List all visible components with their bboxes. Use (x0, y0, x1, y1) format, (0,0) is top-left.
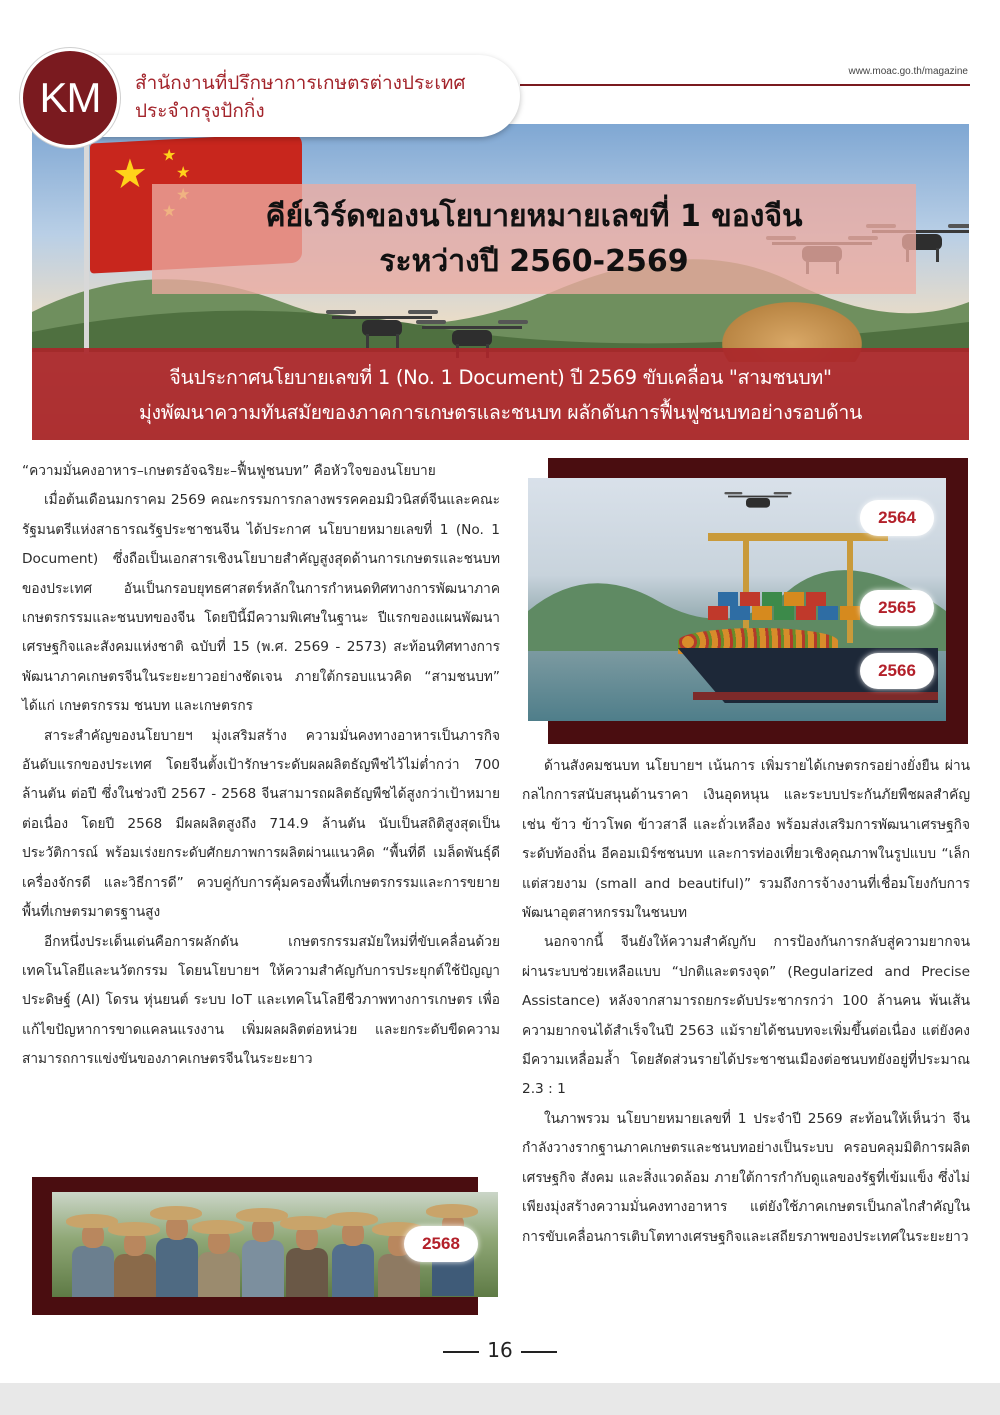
body-paragraph: สาระสำคัญของนโยบายฯ มุ่งเสริมสร้าง ความมั่นคงทางอาหารเป็นภารกิจอันดับแรกของประเทศ โดยจีนตั้งเป้ารักษาระดับผลผลิตธัญพืชไว้ไม่ต่ำกว่า 700 ล้านตัน ต่อปี ซึ่งในช่วงปี 2567 - 2568 จีนสามารถผลิตธัญพืชได้สูงกว่าเป้าหมายต่อเนื่อง โดยปี 2568 มีผลผลิตสูงถึง 714.9 ล้านตัน นับเป็นสถิติสูงสุดเป็นประวัติการณ์ พร้อมเร่งยกระดับศักยภาพการผลิตผ่านแนวคิด “พื้นที่ดี เมล็ดพันธุ์ดี เครื่องจักรดี และวิธีการดี” ควบคู่กับการคุ้มครองพื้นที่เกษตรกรรมและการขยายพื้นที่เกษตรมาตรฐานสูง (22, 727, 500, 921)
container-icon (806, 592, 826, 606)
title-line1: คีย์เวิร์ดของนโยบายหมายเลขที่ 1 ของจีน (265, 199, 803, 234)
subtitle-line2: มุ่งพัฒนาความทันสมัยของภาคการเกษตรและชนบท ผลักดันการฟื้นฟูชนบทอย่างรอบด้าน (138, 401, 863, 424)
farmer-figure (114, 1222, 154, 1297)
container-icon (784, 592, 804, 606)
lead-paragraph: “ความมั่นคงอาหาร–เกษตรอัจฉริยะ–ฟื้นฟูชนบท” คือหัวใจของนโยบาย (22, 463, 436, 479)
container-icon (840, 606, 860, 620)
subtitle-line1: จีนประกาศนโยบายเลขที่ 1 (No. 1 Document) ปี 2569 ขับเคลื่อน "สามชนบท" (169, 366, 832, 389)
office-name-banner (95, 55, 520, 137)
subtitle-band (32, 348, 969, 440)
container-icon (740, 592, 760, 606)
china-flag-icon: ★ ★ ★ (90, 132, 302, 273)
article-left-column (22, 457, 500, 1075)
container-icon (752, 606, 772, 620)
drone-icon (728, 492, 788, 516)
container-icon (718, 592, 738, 606)
year-badge-2568: 2568 (404, 1226, 478, 1262)
title-line2: ระหว่างปี 2560-2569 (379, 244, 689, 279)
farmer-figure (72, 1214, 112, 1297)
office-name-line1: สำนักงานที่ปรึกษาการเกษตรต่างประเทศ (135, 72, 466, 94)
crane-frame (743, 533, 853, 643)
container-icon (818, 606, 838, 620)
farmer-figure (198, 1220, 238, 1297)
cargo-ship-photo (528, 478, 946, 721)
farmer-figure (242, 1208, 282, 1297)
farmer-figure (286, 1216, 326, 1297)
office-name-line2: ประจำกรุงปักกิ่ง (135, 100, 265, 122)
km-logo: KM (20, 48, 120, 148)
year-badge-2566: 2566 (860, 653, 934, 689)
header-divider (520, 84, 970, 86)
body-paragraph: ในภาพรวม นโยบายหมายเลขที่ 1 ประจำปี 2569 สะท้อนให้เห็นว่า จีนกำลังวางรากฐานภาคเกษตรและชนบทอย่างเป็นระบบ ครอบคลุมมิติการผลิต เศรษฐกิจ สังคม และสิ่งแวดล้อม ภายใต้การกำกับดูแลของรัฐที่เข้มแข็ง ซึ่งไม่เพียงมุ่งสร้างความมั่นคงทางอาหาร แต่ยังใช้ภาคเกษตรเป็นกลไกสำคัญในการขับเคลื่อนการเติบโตทางเศรษฐกิจและเสถียรภาพของประเทศในระยะยาว (522, 1110, 970, 1245)
farmer-figure (332, 1212, 372, 1297)
body-paragraph: นอกจากนี้ จีนยังให้ความสำคัญกับ การป้องกันการกลับสู่ความยากจน ผ่านระบบช่วยเหลือแบบ “ปกติและตรงจุด” (Regularized and Precise Assistance) หลังจากสามารถยกระดับประชากรกว่า 100 ล้านคน พ้นเส้นความยากจนได้สำเร็จในปี 2563 แม้รายได้ชนบทจะเพิ่มขึ้นต่อเนื่อง แต่ยังคงมีความเหลื่อมล้ำ โดยสัดส่วนรายได้ประชาชนเมืองต่อชนบทยังอยู่ที่ประมาณ 2.3 : 1 (522, 934, 970, 1098)
container-icon (762, 592, 782, 606)
page-number-value: 16 (487, 1338, 513, 1362)
year-badge-2565: 2565 (860, 590, 934, 626)
bottom-strip (0, 1383, 1000, 1415)
container-icon (730, 606, 750, 620)
body-paragraph: อีกหนึ่งประเด็นเด่นคือการผลักดัน เกษตรกรรมสมัยใหม่ที่ขับเคลื่อนด้วยเทคโนโลยีและนวัตกรรม โดยนโยบายฯ ให้ความสำคัญกับการประยุกต์ใช้ปัญญาประดิษฐ์ (AI) โดรน หุ่นยนต์ ระบบ IoT และเทคโนโลยีชีวภาพทางการเกษตร เพื่อแก้ไขปัญหาการขาดแคลนแรงงาน เพิ่มผลผลิตต่อหน่วย และยกระดับขีดความสามารถการแข่งขันของภาคเกษตรจีนในระยะยาว (22, 933, 500, 1068)
site-url[interactable]: www.moac.go.th/magazine (848, 66, 968, 77)
article-title (152, 184, 916, 294)
page-number-dash (521, 1351, 557, 1353)
container-icon (774, 606, 794, 620)
page-number (0, 1338, 1000, 1362)
drone-icon (332, 310, 432, 350)
farmers-photo (52, 1192, 498, 1297)
year-badge-2564: 2564 (860, 500, 934, 536)
page-number-dash (443, 1351, 479, 1353)
article-right-column (522, 752, 970, 1252)
container-icon (796, 606, 816, 620)
hero-banner (32, 124, 969, 440)
ship-hull-stripe (693, 692, 938, 700)
body-paragraph: ด้านสังคมชนบท นโยบายฯ เน้นการ เพิ่มรายได้เกษตรกรอย่างยั่งยืน ผ่านกลไกการสนับสนุนด้านราคา เงินอุดหนุน และระบบประกันภัยพืชผลสำคัญ เช่น ข้าว ข้าวโพด ข้าวสาลี และถั่วเหลือง พร้อมส่งเสริมการพัฒนาเศรษฐกิจระดับท้องถิ่น อีคอมเมิร์ซชนบท และการท่องเที่ยวเชิงคุณภาพในรูปแบบ “เล็กแต่สวยงาม (small and beautiful)” รวมถึงการจ้างงานที่เชื่อมโยงกับการพัฒนาอุตสาหกรรมในชนบท (522, 758, 970, 922)
body-paragraph: เมื่อต้นเดือนมกราคม 2569 คณะกรรมการกลางพรรคคอมมิวนิสต์จีนและคณะรัฐมนตรีแห่งสาธารณรัฐประชาชนจีน ได้ประกาศ นโยบายหมายเลขที่ 1 (No. 1 Document) ซึ่งถือเป็นเอกสารเชิงนโยบายสำคัญสูงสุดด้านการเกษตรและชนบทของประเทศ อันเป็นกรอบยุทธศาสตร์หลักในการกำหนดทิศทางการพัฒนาภาคเกษตรกรรมและชนบทของจีน โดยปีนี้มีความพิเศษในฐานะ ปีแรกของแผนพัฒนาเศรษฐกิจและสังคมแห่งชาติ ฉบับที่ 15 (พ.ศ. 2569 - 2573) สะท้อนทิศทางการพัฒนาภาคเกษตรจีนในระยะยาวอย่างชัดเจน ภายใต้กรอบแนวคิด “สามชนบท” ได้แก่ เกษตรกรรม ชนบท และเกษตรกร (22, 492, 500, 715)
flagpole (84, 124, 89, 354)
container-icon (708, 606, 728, 620)
farmer-figure (156, 1206, 196, 1296)
